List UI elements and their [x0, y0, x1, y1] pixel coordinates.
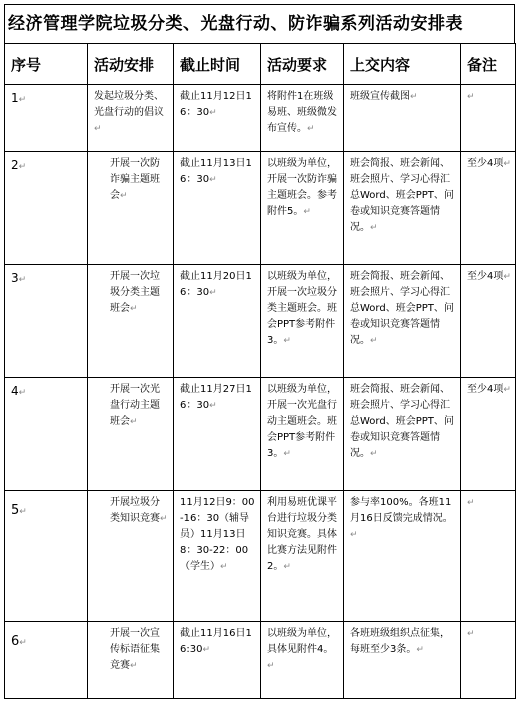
- document-title: 经济管理学院垃圾分类、光盘行动、防诈骗系列活动安排表: [4, 4, 515, 43]
- requirement-text: 以班级为单位，开展一次光盘行动主题班会。班会PPT参考附件3。: [267, 384, 337, 459]
- paragraph-mark: ↵: [209, 288, 217, 298]
- row-number: 3: [11, 271, 19, 285]
- activity-text: 开展一次防诈骗主题班会: [110, 158, 160, 201]
- note-cell: [461, 85, 516, 152]
- table-header-row: [5, 44, 516, 85]
- note-text: 至少4项: [467, 271, 504, 282]
- requirement-cell: [261, 85, 344, 152]
- activity-text: 开展一次光盘行动主题班会: [110, 384, 160, 427]
- paragraph-mark: ↵: [467, 629, 475, 639]
- paragraph-mark: ↵: [370, 336, 378, 346]
- row-number-cell: [5, 265, 88, 378]
- table-row: [5, 378, 516, 491]
- submission-text: 班会简报、班会新闻、班会照片、学习心得汇总Word、班会PPT、问卷或知识竞赛答题情况。: [350, 271, 454, 346]
- submission-cell: [344, 152, 461, 265]
- activity-cell: [88, 152, 174, 265]
- deadline-text: 11月12日9：00-16：30（辅导员）11月13日8：30-22：00（学生）: [180, 497, 255, 572]
- paragraph-mark: ↵: [18, 275, 27, 285]
- paragraph-mark: ↵: [370, 449, 378, 459]
- note-cell: [461, 152, 516, 265]
- submission-cell: [344, 85, 461, 152]
- deadline-text: 截止11月13日16：30: [180, 158, 252, 185]
- schedule-document: [4, 4, 515, 699]
- requirement-cell: [261, 152, 344, 265]
- row-number-cell: [5, 85, 88, 152]
- paragraph-mark: ↵: [202, 645, 211, 655]
- activity-cell: [88, 265, 174, 378]
- submission-cell: [344, 265, 461, 378]
- paragraph-mark: ↵: [503, 159, 511, 169]
- paragraph-mark: ↵: [303, 207, 311, 217]
- row-number: 1: [11, 91, 19, 105]
- paragraph-mark: ↵: [19, 507, 27, 517]
- paragraph-mark: ↵: [267, 661, 275, 671]
- header-activity: 活动安排: [88, 44, 174, 85]
- paragraph-mark: ↵: [503, 272, 511, 282]
- row-number: 2: [11, 158, 19, 172]
- header-submission: 上交内容: [344, 44, 461, 85]
- note-cell: [461, 265, 516, 378]
- header-note: 备注: [461, 44, 516, 85]
- note-text: 至少4项: [467, 384, 504, 395]
- row-number-cell: [5, 491, 88, 622]
- activity-cell: [88, 85, 174, 152]
- paragraph-mark: ↵: [283, 449, 291, 459]
- submission-text: 班级宣传截图: [350, 91, 410, 102]
- submission-text: 参与率100%。各班11月16日反馈完成情况。: [350, 497, 453, 524]
- note-cell: [461, 378, 516, 491]
- requirement-text: 以班级为单位，具体见附件4。: [267, 628, 337, 655]
- submission-cell: [344, 378, 461, 491]
- submission-cell: [344, 622, 461, 699]
- paragraph-mark: ↵: [370, 223, 378, 233]
- activity-cell: [88, 378, 174, 491]
- requirement-text: 以班级为单位，开展一次防诈骗主题班会。参考附件5。: [267, 158, 337, 217]
- activity-cell: [88, 491, 174, 622]
- paragraph-mark: ↵: [18, 162, 27, 172]
- note-text: 至少4项: [467, 158, 504, 169]
- paragraph-mark: ↵: [130, 304, 138, 314]
- table-row: [5, 85, 516, 152]
- paragraph-mark: ↵: [416, 645, 424, 655]
- requirement-cell: [261, 622, 344, 699]
- deadline-cell: [174, 152, 261, 265]
- activity-text: 开展垃圾分类知识竞赛: [110, 497, 160, 524]
- requirement-cell: [261, 378, 344, 491]
- row-number: 5: [11, 503, 20, 518]
- schedule-table: [4, 43, 516, 699]
- paragraph-mark: ↵: [283, 562, 291, 572]
- paragraph-mark: ↵: [130, 417, 138, 427]
- activity-text: 发起垃圾分类、光盘行动的倡议: [94, 91, 164, 118]
- deadline-text: 截止11月16日16:30: [180, 628, 252, 655]
- requirement-text: 利用易班优课平台进行垃圾分类知识竞赛。具体比赛方法见附件2。: [267, 497, 337, 572]
- paragraph-mark: ↵: [209, 401, 217, 411]
- deadline-text: 截止11月12日16：30: [180, 91, 252, 118]
- table-row: [5, 152, 516, 265]
- header-deadline: 截止时间: [174, 44, 261, 85]
- header-index: 序号: [5, 44, 88, 85]
- paragraph-mark: ↵: [503, 385, 511, 395]
- paragraph-mark: ↵: [209, 108, 217, 118]
- table-row: [5, 491, 516, 622]
- note-cell: [461, 622, 516, 699]
- requirement-text: 将附件1在班级易班、班级微发布宣传。: [267, 91, 337, 134]
- paragraph-mark: ↵: [120, 191, 128, 201]
- row-number: 4: [11, 384, 19, 398]
- requirement-text: 以班级为单位，开展一次垃圾分类主题班会。班会PPT参考附件3。: [267, 271, 337, 346]
- row-number-cell: [5, 622, 88, 699]
- note-cell: [461, 491, 516, 622]
- deadline-cell: [174, 622, 261, 699]
- row-number-cell: [5, 378, 88, 491]
- paragraph-mark: ↵: [283, 336, 291, 346]
- paragraph-mark: ↵: [160, 514, 168, 524]
- paragraph-mark: ↵: [130, 661, 138, 671]
- activity-cell: [88, 622, 174, 699]
- paragraph-mark: ↵: [307, 124, 315, 134]
- paragraph-mark: ↵: [94, 124, 102, 134]
- paragraph-mark: ↵: [410, 92, 418, 102]
- table-row: [5, 622, 516, 699]
- deadline-cell: [174, 85, 261, 152]
- paragraph-mark: ↵: [209, 175, 217, 185]
- paragraph-mark: ↵: [18, 95, 27, 105]
- paragraph-mark: ↵: [467, 92, 475, 102]
- deadline-cell: [174, 491, 261, 622]
- submission-text: 班会简报、班会新闻、班会照片、学习心得汇总Word、班会PPT、问卷或知识竞赛答题情况。: [350, 384, 454, 459]
- header-requirement: 活动要求: [261, 44, 344, 85]
- deadline-cell: [174, 265, 261, 378]
- paragraph-mark: ↵: [467, 498, 475, 508]
- requirement-cell: [261, 265, 344, 378]
- paragraph-mark: ↵: [220, 562, 228, 572]
- deadline-text: 截止11月20日16：30: [180, 271, 252, 298]
- deadline-text: 截止11月27日16：30: [180, 384, 252, 411]
- paragraph-mark: ↵: [18, 388, 27, 398]
- table-row: [5, 265, 516, 378]
- submission-text: 班会简报、班会新闻、班会照片、学习心得汇总Word、班会PPT、问卷或知识竞赛答题情况。: [350, 158, 454, 233]
- submission-cell: [344, 491, 461, 622]
- submission-text: 各班班级组织点征集，每班至少3条。: [350, 628, 450, 655]
- activity-text: 开展一次垃圾分类主题班会: [110, 271, 160, 314]
- paragraph-mark: ↵: [19, 638, 27, 648]
- deadline-cell: [174, 378, 261, 491]
- activity-text: 开展一次宣传标语征集竞赛: [110, 628, 160, 671]
- requirement-cell: [261, 491, 344, 622]
- row-number: 6: [11, 634, 20, 649]
- row-number-cell: [5, 152, 88, 265]
- paragraph-mark: ↵: [350, 530, 358, 540]
